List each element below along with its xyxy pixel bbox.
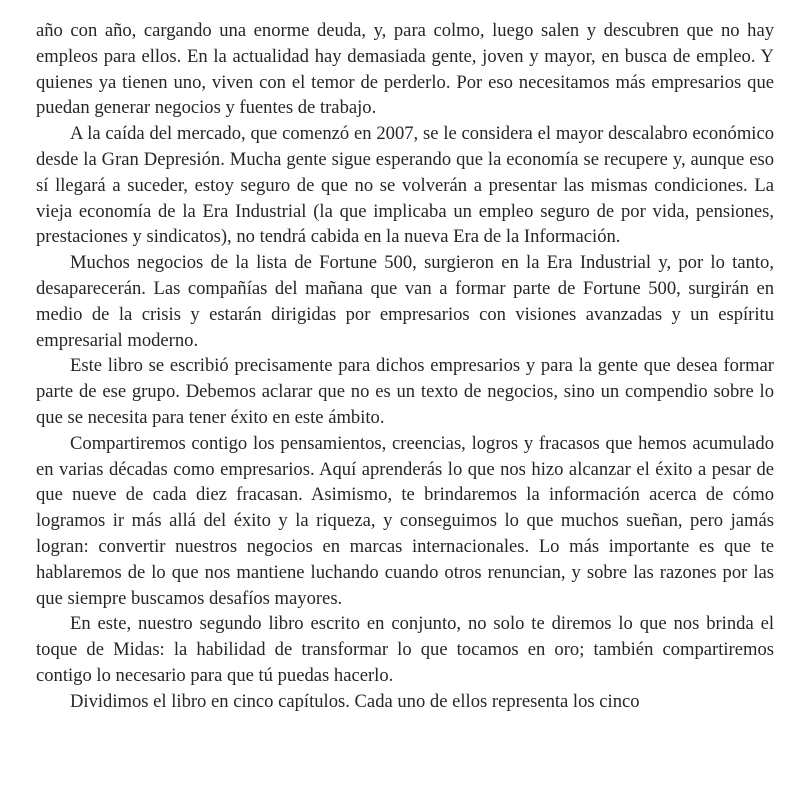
- body-text: [36, 18, 774, 715]
- paragraph-fortune-500: Muchos negocios de la lista de Fortune 500, surgieron en la Era Industrial y, por lo tanto, desaparecerán. Las compañías del mañana que van a formar parte de Fortune 500, surgirán en medio de la crisis y estarán dirigidas por empresarios con visiones avanzadas y un espíritu empresarial moderno.: [36, 252, 774, 351]
- paragraph-continuation: año con año, cargando una enorme deuda, y, para colmo, luego salen y descubren que no hay empleos para ellos. En la actualidad hay demasiada gente, joven y mayor, en busca de empleo. Y quienes ya tienen uno, viven con el temor de perderlo. Por eso necesitamos más empresarios que puedan generar negocios y fuentes de trabajo.: [36, 20, 774, 119]
- paragraph-chapters: Dividimos el libro en cinco capítulos. Cada uno de ellos representa los cinco: [70, 690, 640, 712]
- paragraph-shared-experience: Compartiremos contigo los pensamientos, creencias, logros y fracasos que hemos acumulado en varias décadas como empresarios. Aquí aprenderás lo que nos hizo alcanzar el éxito a pesar de que nueve de cada diez fracasan. Asimismo, te brindaremos la información acerca de cómo logramos ir más allá del éxito y la riqueza, y conseguimos lo que muchos sueñan, pero jamás logran: convertir nuestros negocios en marcas internacionales. Lo más importante es que te hablaremos de lo que nos mantiene luchando cuando otros renuncian, y sobre las razones por las que siempre buscamos desafíos mayores.: [36, 432, 774, 609]
- paragraph-market-crash: A la caída del mercado, que comenzó en 2007, se le considera el mayor descalabro económico desde la Gran Depresión. Mucha gente sigue esperando que la economía se recupere y, aunque eso sí llegará a suceder, estoy seguro de que no se volverán a presentar las mismas condiciones. La vieja economía de la Era Industrial (la que implicaba un empleo seguro de por vida, pensiones, prestaciones y sindicatos), no tendrá cabida en la nueva Era de la Información.: [36, 123, 774, 248]
- paragraph-book-purpose: Este libro se escribió precisamente para dichos empresarios y para la gente que desea formar parte de ese grupo. Debemos aclarar que no es un texto de negocios, sino un compendio sobre lo que se necesita para tener éxito en este ámbito.: [36, 355, 774, 428]
- paragraph-midas-touch: En este, nuestro segundo libro escrito en conjunto, no solo te diremos lo que nos brinda el toque de Midas: la habilidad de transformar lo que tocamos en oro; también compartiremos contigo lo necesario para que tú puedas hacerlo.: [36, 613, 774, 686]
